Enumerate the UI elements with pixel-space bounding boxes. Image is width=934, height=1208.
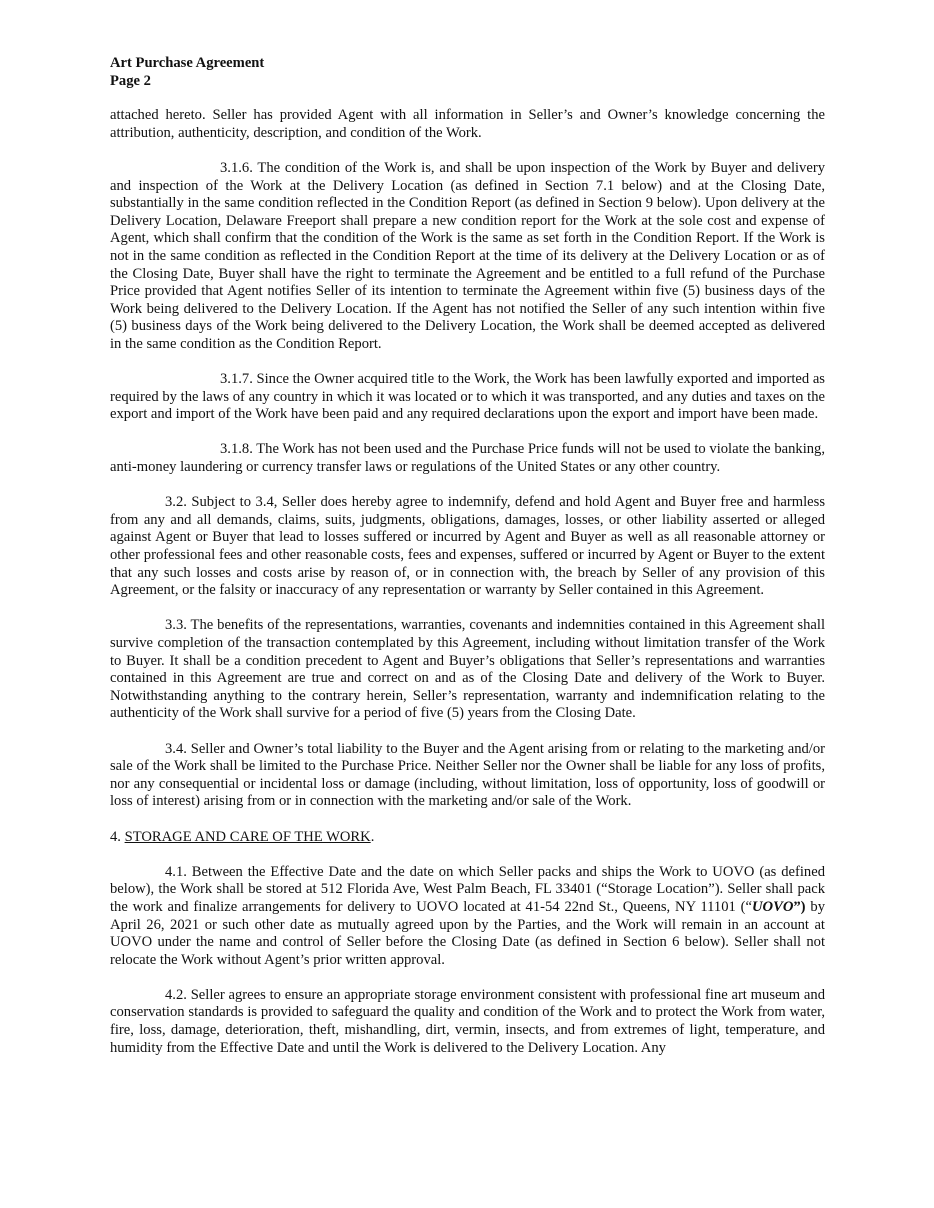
- page-number: Page 2: [110, 72, 151, 89]
- document-page: [110, 55, 825, 1075]
- clause-4-2: 4.2. Seller agrees to ensure an appropriate storage environment consistent with professional fine art museum and conservation standards is provided to safeguard the quality and condition of the Work and to protect the Work from water, fire, loss, damage, deterioration, theft, mishandling, dirt, vermin, insects, and from extremes of light, temperature, and humidity from the Effective Date and until the Work is delivered to the Delivery Location. Any: [110, 986, 825, 1056]
- clause-4-1-part-a: 4.1. Between the Effective Date and the date on which Seller packs and ships the Work to UOVO (as defined below), the Work shall be stored at 512 Florida Ave, West Palm Beach, FL 33401 (“Storage Location”). Seller shall pack the work and finalize arrangements for delivery to UOVO located at 41-54 22nd St., Queens, NY 11101 (“: [110, 863, 825, 915]
- clause-4-1: [110, 864, 825, 970]
- running-header: [110, 55, 825, 90]
- uovo-defined-term: UOVO: [752, 898, 794, 915]
- section-4-number: 4.: [110, 828, 125, 845]
- clause-3-2: 3.2. Subject to 3.4, Seller does hereby agree to indemnify, defend and hold Agent and Buyer free and harmless from any and all demands, claims, suits, judgments, obligations, damages, losses, or other liability asserted or alleged against Agent or Buyer that lead to losses suffered or incurred by Agent and Buyer as well as all reasonable attorney or other professional fees and other reasonable costs, fees and expenses, suffered or incurred by Agent or Buyer to the extent that any such losses and costs arise by reason of, or in connection with, the breach by Seller of any provision of this Agreement, or the falsity or inaccuracy of any representation or warranty by Seller contained in this Agreement.: [110, 494, 825, 599]
- clause-3-1-8: 3.1.8. The Work has not been used and the Purchase Price funds will not be used to violate the banking, anti-money laundering or currency transfer laws or regulations of the United States or any other country.: [110, 441, 825, 476]
- clause-3-4: 3.4. Seller and Owner’s total liability to the Buyer and the Agent arising from or relating to the marketing and/or sale of the Work shall be limited to the Purchase Price. Neither Seller nor the Owner shall be liable for any loss of profits, nor any consequential or incidental loss or damage (including, without limitation, loss of opportunity, loss of goodwill or loss of interest) arising from or in connection with the marketing and/or sale of the Work.: [110, 740, 825, 810]
- section-4-period: .: [370, 828, 375, 845]
- clause-3-1-6: 3.1.6. The condition of the Work is, and shall be upon inspection of the Work by Buyer and delivery and inspection of the Work at the Delivery Location (as defined in Section 7.1 below) and at the Closing Date, substantially in the same condition reflected in the Condition Report (as defined in Section 9 below). Upon delivery at the Delivery Location, Delaware Freeport shall prepare a new condition report for the Work at the sole cost and expense of Agent, which shall confirm that the condition of the Work is the same as set forth in the Condition Report. If the Work is not in the same condition as reflected in the Condition Report at the time of its delivery at the Delivery Location or as of the Closing Date, Buyer shall have the right to terminate the Agreement and be entitled to a full refund of the Purchase Price provided that Agent notifies Seller of its intention to terminate the Agreement within five (5) business days of the Work being delivered to the Delivery Location. If the Agent has not notified the Seller of any such intention within five (5) business days of the Work being delivered to the Delivery Location, the Work shall be deemed accepted as delivered in the same condition as the Condition Report.: [110, 159, 825, 352]
- section-4-title: STORAGE AND CARE OF THE WORK: [124, 828, 371, 845]
- clause-3-3: 3.3. The benefits of the representations, warranties, covenants and indemnities contained in this Agreement shall survive completion of the transaction contemplated by this Agreement, including without limitation transfer of the Work to Buyer. It shall be a condition precedent to Agent and Buyer’s obligations that Seller’s representations and warranties contained in this Agreement are true and correct on and as of the Closing Date and delivery of the Work to Buyer. Notwithstanding anything to the contrary herein, Seller’s representation, warranty and indemnification relating to the authenticity of the Work shall survive for a period of five (5) years from the Closing Date.: [110, 617, 825, 722]
- paragraph-continuation: attached hereto. Seller has provided Agent with all information in Seller’s and Owner’s knowledge concerning the attribution, authenticity, description, and condition of the Work.: [110, 107, 825, 141]
- defined-term-close: ”): [793, 898, 806, 915]
- section-4-heading: [110, 829, 825, 847]
- document-title: Art Purchase Agreement: [110, 55, 265, 71]
- clause-3-1-7: 3.1.7. Since the Owner acquired title to the Work, the Work has been lawfully exported and imported as required by the laws of any country in which it was located or to which it was transported, and any duties and taxes on the export and import of the Work have been paid and any required declarations upon the export and import have been made.: [110, 371, 825, 423]
- clause-4-1-part-b: by April 26, 2021 or such other date as mutually agreed upon by the Parties, and the Work will remain in an account at UOVO under the name and control of Seller before the Closing Date (as defined in Section 6 below). Seller shall not relocate the Work without Agent’s prior written approval.: [110, 898, 825, 968]
